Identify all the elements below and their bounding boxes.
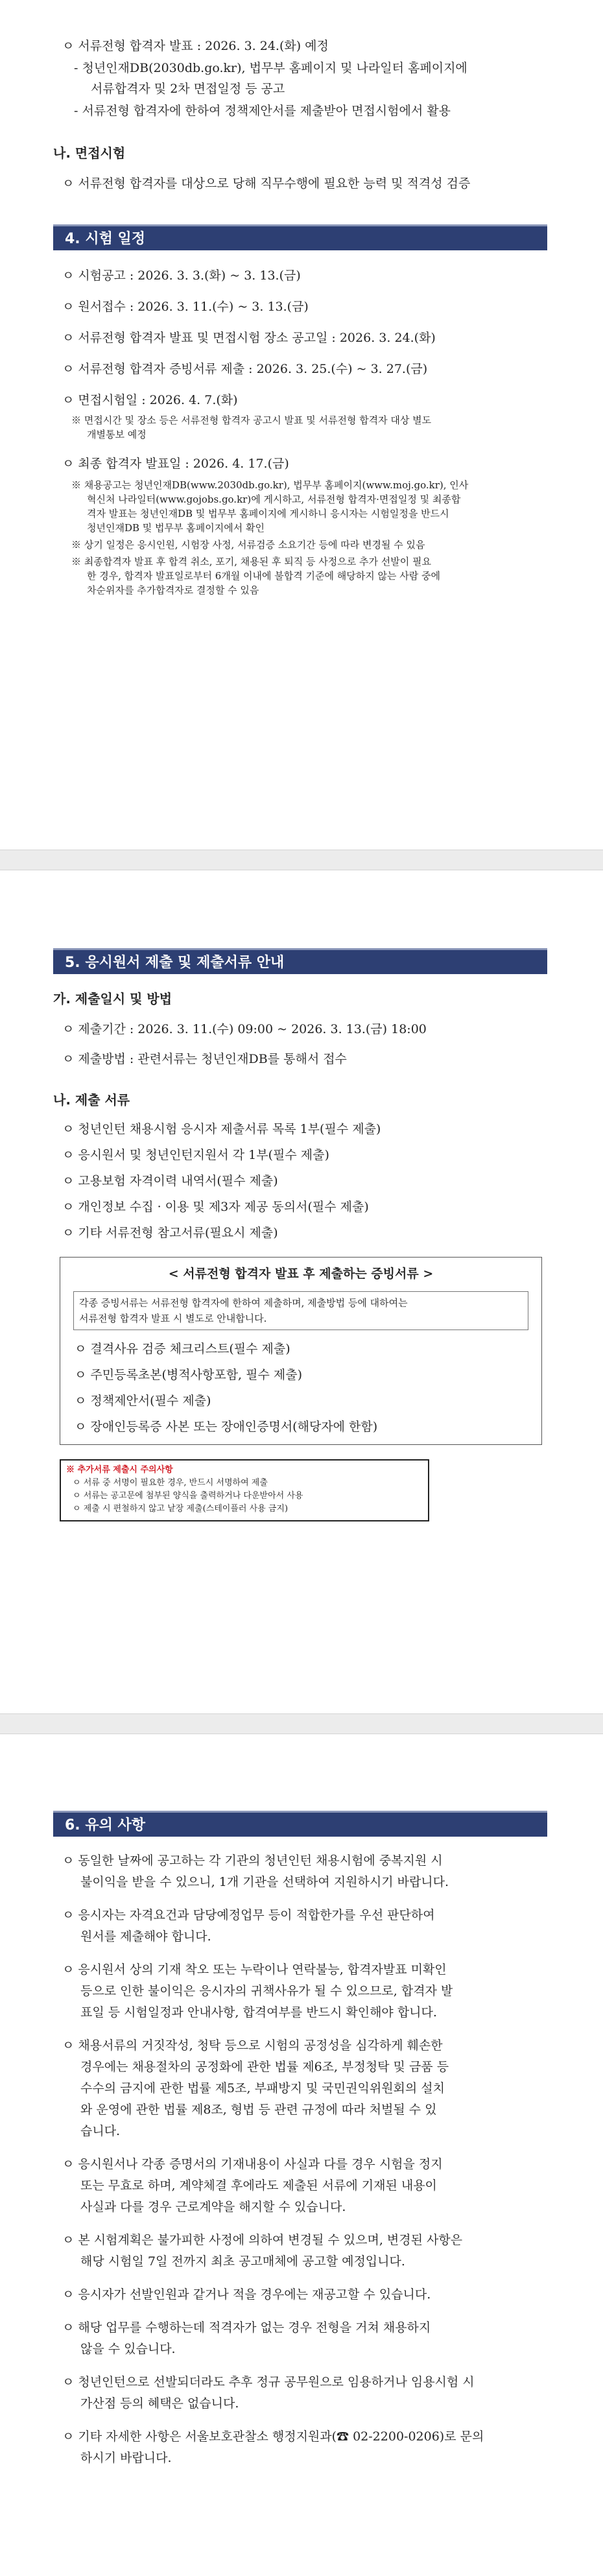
evidence-item-4: ㅇ 장애인등록증 사본 또는 장애인증명서(해당자에 한함) <box>75 1420 378 1434</box>
notice-item-8-line-2: 않을 수 있습니다. <box>80 2342 176 2356</box>
notice-item-5-line-1: ㅇ 응시원서나 각종 증명서의 기재내용이 사실과 다를 경우 시험을 정지 <box>62 2157 443 2171</box>
interview-note-1: ※ 면접시간 및 장소 등은 서류전형 합격자 공고시 발표 및 서류전형 합격자 대상 별도 <box>71 414 432 426</box>
notice-item-3-line-3: 표일 등 시험일정과 안내사항, 합격여부를 반드시 확인해야 합니다. <box>80 2005 437 2020</box>
notice-item-7-line-1: ㅇ 응시자가 선발인원과 같거나 적을 경우에는 재공고할 수 있습니다. <box>62 2287 431 2302</box>
note-line-8: 차순위자를 추가합격자로 결정할 수 있음 <box>87 584 259 596</box>
evidence-box-title: < 서류전형 합격자 발표 후 제출하는 증빙서류 > <box>168 1267 434 1281</box>
interview-heading: 나. 면접시험 <box>53 145 126 161</box>
document-item-1: ㅇ 청년인턴 채용시험 응시자 제출서류 목록 1부(필수 제출) <box>62 1122 381 1136</box>
caution-item-1 <box>73 1477 268 1488</box>
notice-item-4-line-5: 습니다. <box>80 2124 121 2138</box>
evidence-item-3: ㅇ 정책제안서(필수 제출) <box>75 1394 211 1408</box>
section-6-header: 6. 유의 사항 <box>53 1811 547 1837</box>
page-1 <box>0 0 603 850</box>
page-3 <box>0 1734 603 2576</box>
evidence-intro-box <box>73 1291 528 1330</box>
notice-item-9-line-1: ㅇ 청년인턴으로 선발되더라도 추후 정규 공무원으로 임용하거나 임용시험 시 <box>62 2375 475 2389</box>
note-line-7: 한 경우, 합격자 발표일로부터 6개월 이내에 불합격 기준에 해당하지 않는 사람 중에 <box>87 570 440 582</box>
note-line-2: 혁신처 나라일터(www.gojobs.go.kr)에 게시하고, 서류전형 합격자·면접일정 및 최종합 <box>87 494 461 505</box>
documents-heading: 나. 제출 서류 <box>53 1092 130 1108</box>
note-line-1: ※ 채용공고는 청년인재DB(www.2030db.go.kr), 법무부 홈페이지(www.moj.go.kr), 인사 <box>71 479 469 491</box>
notice-item-3-line-2: 등으로 인한 불이익은 응시자의 귀책사유가 될 수 있으므로, 합격자 발 <box>80 1984 453 1998</box>
submission-heading: 가. 제출일시 및 방법 <box>53 991 172 1007</box>
interview-note-2: 개별통보 예정 <box>87 429 147 440</box>
note-line-6: ※ 최종합격자 발표 후 합격 취소, 포기, 채용된 후 퇴직 등 사정으로 추가 선발이 필요 <box>71 556 431 567</box>
evidence-intro-1: 각종 증빙서류는 서류전형 합격자에 한하여 제출하며, 제출방법 등에 대하여는 <box>79 1297 408 1309</box>
result-detail-2: 서류합격자 및 2차 면접일정 등 공고 <box>91 82 285 96</box>
notice-item-3-line-1: ㅇ 응시원서 상의 기재 착오 또는 누락이나 연락불능, 합격자발표 미확인 <box>62 1962 447 1977</box>
submission-method: ㅇ 제출방법 : 관련서류는 청년인재DB를 통해서 접수 <box>62 1052 347 1066</box>
caution-item-1-text: ㅇ 서류 중 서명이 필요한 경우, 반드시 서명하여 제출 <box>73 1478 268 1488</box>
result-detail-1: - 청년인재DB(2030db.go.kr), 법무부 홈페이지 및 나라일터 홈페이지에 <box>74 61 467 75</box>
note-line-3: 격자 발표는 청년인재DB 및 법무부 홈페이지에 게시하니 응시자는 시험일정을 반드시 <box>87 508 449 519</box>
notice-item-4-line-4: 와 운영에 관한 법률 제8조, 형법 등 관련 규정에 따라 처벌될 수 있 <box>80 2103 437 2117</box>
notice-item-2-line-1: ㅇ 응시자는 자격요건과 담당예정업무 등이 적합한가를 우선 판단하여 <box>62 1908 435 1922</box>
page-gap-1 <box>0 850 603 870</box>
section-5-header: 5. 응시원서 제출 및 제출서류 안내 <box>53 948 547 974</box>
caution-title: ※ 추가서류 제출시 주의사항 <box>66 1465 173 1475</box>
schedule-doc-result: ㅇ 서류전형 합격자 발표 및 면접시험 장소 공고일 : 2026. 3. 24.(화) <box>62 331 436 345</box>
submission-period: ㅇ 제출기간 : 2026. 3. 11.(수) 09:00 ~ 2026. 3. 13.(금) 18:00 <box>62 1022 427 1036</box>
note-line-4: 청년인재DB 및 법무부 홈페이지에서 확인 <box>87 522 265 534</box>
result-detail-3: - 서류전형 합격자에 한하여 정책제안서를 제출받아 면접시험에서 활용 <box>74 104 451 118</box>
notice-item-10-line-1: ㅇ 기타 자세한 사항은 서울보호관찰소 행정지원과(☎ 02-2200-0206)로 문의 <box>62 2429 484 2444</box>
note-line-5: ※ 상기 일정은 응시인원, 시험장 사정, 서류검증 소요기간 등에 따라 변경될 수 있음 <box>71 539 425 551</box>
page-gap-2 <box>0 1713 603 1734</box>
document-item-3: ㅇ 고용보험 자격이력 내역서(필수 제출) <box>62 1174 278 1188</box>
notice-item-6-line-2: 해당 시험일 7일 전까지 최초 공고매체에 공고할 예정입니다. <box>80 2254 405 2269</box>
caution-box <box>60 1459 429 1521</box>
caution-item-2: ㅇ 서류는 공고문에 첨부된 양식을 출력하거나 다운받아서 사용 <box>73 1491 303 1501</box>
schedule-evidence: ㅇ 서류전형 합격자 증빙서류 제출 : 2026. 3. 25.(수) ~ 3. 27.(금) <box>62 362 428 376</box>
notice-item-5-line-3: 사실과 다를 경우 근로계약을 해지할 수 있습니다. <box>80 2200 346 2214</box>
final-result-date: ㅇ 최종 합격자 발표일 : 2026. 4. 17.(금) <box>62 457 289 471</box>
document-item-2: ㅇ 응시원서 및 청년인턴지원서 각 1부(필수 제출) <box>62 1148 329 1162</box>
notice-item-1-line-1: ㅇ 동일한 날짜에 공고하는 각 기관의 청년인턴 채용시험에 중복지원 시 <box>62 1854 443 1868</box>
notice-item-8-line-1: ㅇ 해당 업무를 수행하는데 적격자가 없는 경우 전형을 거쳐 채용하지 <box>62 2320 431 2335</box>
schedule-interview: ㅇ 면접시험일 : 2026. 4. 7.(화) <box>62 393 238 407</box>
result-announce: ㅇ 서류전형 합격자 발표 : 2026. 3. 24.(화) 예정 <box>62 39 329 53</box>
notice-item-2-line-2: 원서를 제출해야 합니다. <box>80 1929 211 1944</box>
schedule-application: ㅇ 원서접수 : 2026. 3. 11.(수) ~ 3. 13.(금) <box>62 300 309 314</box>
document-item-4: ㅇ 개인정보 수집 · 이용 및 제3자 제공 동의서(필수 제출) <box>62 1200 369 1214</box>
caution-item-3: ㅇ 제출 시 편철하지 않고 낱장 제출(스테이플러 사용 금지) <box>73 1504 289 1514</box>
notice-item-1-line-2: 불이익을 받을 수 있으니, 1개 기관을 선택하여 지원하시기 바랍니다. <box>80 1875 449 1889</box>
evidence-box <box>60 1257 542 1445</box>
notice-item-10-line-2: 하시기 바랍니다. <box>80 2451 172 2465</box>
schedule-notice: ㅇ 시험공고 : 2026. 3. 3.(화) ~ 3. 13.(금) <box>62 268 301 283</box>
section-4-header: 4. 시험 일정 <box>53 224 547 250</box>
interview-item: ㅇ 서류전형 합격자를 대상으로 당해 직무수행에 필요한 능력 및 적격성 검증 <box>62 176 471 191</box>
document-item-5: ㅇ 기타 서류전형 참고서류(필요시 제출) <box>62 1226 278 1240</box>
notice-item-9-line-2: 가산점 등의 혜택은 없습니다. <box>80 2396 239 2411</box>
evidence-item-1: ㅇ 결격사유 검증 체크리스트(필수 제출) <box>75 1342 290 1356</box>
evidence-intro-2: 서류전형 합격자 발표 시 별도로 안내합니다. <box>79 1313 267 1324</box>
page-2 <box>0 870 603 1713</box>
notice-item-6-line-1: ㅇ 본 시험계획은 불가피한 사정에 의하여 변경될 수 있으며, 변경된 사항은 <box>62 2233 463 2247</box>
notice-item-4-line-3: 수수의 금지에 관한 법률 제5조, 부패방지 및 국민권익위원회의 설치 <box>80 2081 445 2095</box>
evidence-item-2: ㅇ 주민등록초본(병적사항포함, 필수 제출) <box>75 1368 303 1382</box>
notice-item-4-line-1: ㅇ 채용서류의 거짓작성, 청탁 등으로 시험의 공정성을 심각하게 훼손한 <box>62 2038 443 2053</box>
notice-item-4-line-2: 경우에는 채용절차의 공정화에 관한 법률 제6조, 부정청탁 및 금품 등 <box>80 2060 449 2074</box>
notice-item-5-line-2: 또는 무효로 하며, 계약체결 후에라도 제출된 서류에 기재된 내용이 <box>80 2178 437 2193</box>
